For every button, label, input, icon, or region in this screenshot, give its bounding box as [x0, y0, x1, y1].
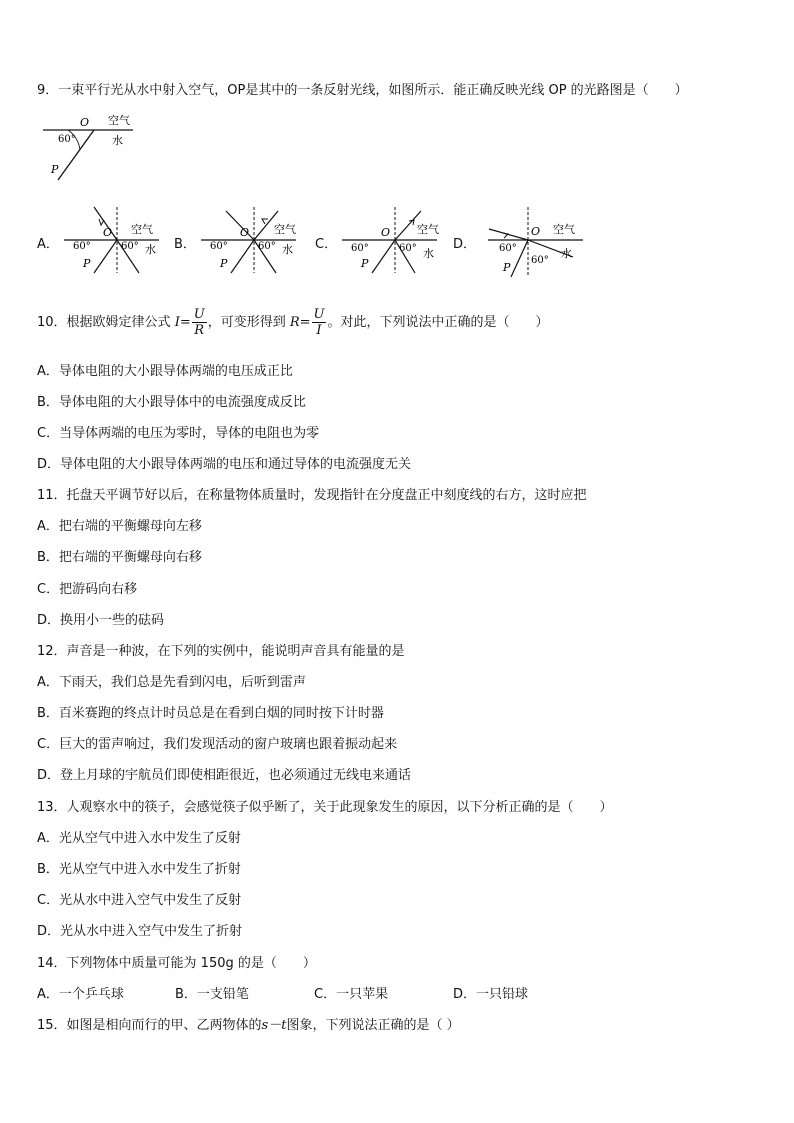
q9-option-c-figure [337, 205, 442, 275]
q10-option-b[interactable]: B．导体电阻的大小跟导体中的电流强度成反比 [37, 395, 306, 410]
q9-option-c-label: C． [315, 237, 338, 252]
q12-option-c[interactable]: C．巨大的雷声响过，我们发现活动的窗户玻璃也跟着振动起来 [37, 737, 398, 752]
q13-option-b[interactable]: B．光从空气中进入水中发生了折射 [37, 862, 241, 877]
q9-option-b[interactable] [174, 205, 304, 275]
svg-text:P: P [220, 257, 228, 270]
svg-text:60°: 60° [73, 241, 91, 252]
q15-text [37, 1017, 460, 1035]
q10-option-d[interactable]: D．导体电阻的大小跟导体两端的电压和通过导体的电流强度无关 [37, 457, 412, 472]
svg-text:60°: 60° [531, 255, 549, 266]
q9-option-a[interactable] [37, 205, 162, 275]
q9-option-c[interactable] [315, 205, 445, 275]
svg-text:空气: 空气 [131, 223, 153, 236]
q10-option-c[interactable]: C．当导体两端的电压为零时，导体的电阻也为零 [37, 426, 320, 441]
q9-option-d-label: D． [453, 237, 477, 252]
q9-option-d-figure [483, 205, 588, 280]
q10-middle: ，可变形得到 [207, 315, 290, 330]
q15-formula: s－t [261, 1018, 287, 1033]
q9-main-figure [38, 110, 138, 185]
q15-prefix: 15．如图是相向而行的甲、乙两物体的 [37, 1018, 262, 1033]
svg-text:O: O [381, 226, 391, 239]
q9-option-b-figure [196, 205, 301, 275]
svg-text:水: 水 [561, 247, 572, 260]
q9-option-d[interactable] [453, 205, 588, 280]
q13-option-c[interactable]: C．光从水中进入空气中发生了反射 [37, 893, 242, 908]
q11-option-a[interactable]: A．把右端的平衡螺母向左移 [37, 519, 202, 534]
q13-text: 13．人观察水中的筷子，会感觉筷子似乎断了，关于此现象发生的原因，以下分析正确的是（ ） [37, 800, 613, 815]
svg-text:60°: 60° [499, 243, 517, 254]
svg-text:水: 水 [282, 243, 293, 256]
q12-text: 12．声音是一种波，在下列的实例中，能说明声音具有能量的是 [37, 644, 405, 659]
q10-text [37, 306, 549, 340]
q10-option-a[interactable]: A．导体电阻的大小跟导体两端的电压成正比 [37, 364, 293, 379]
svg-text:水: 水 [423, 247, 434, 260]
svg-text:P: P [503, 261, 511, 274]
q11-text: 11．托盘天平调节好以后，在称量物体质量时，发现指针在分度盘正中刻度线的右方，这时应把 [37, 488, 587, 503]
q10-formula-1: I= $\frac{U}{R}$ [174, 307, 205, 338]
q11-option-c[interactable]: C．把游码向右移 [37, 582, 138, 597]
q9-fig-water: 水 [112, 134, 123, 147]
svg-text:60°: 60° [399, 243, 417, 254]
q9-fig-p: P [51, 163, 59, 176]
q12-option-b[interactable]: B．百米赛跑的终点计时员总是在看到白烟的同时按下计时器 [37, 706, 384, 721]
svg-text:60°: 60° [351, 243, 369, 254]
svg-text:P: P [361, 257, 369, 270]
svg-text:60°: 60° [258, 241, 276, 252]
q11-option-b[interactable]: B．把右端的平衡螺母向右移 [37, 550, 202, 565]
svg-text:60°: 60° [121, 241, 139, 252]
q12-option-a[interactable]: A．下雨天，我们总是先看到闪电，后听到雷声 [37, 675, 306, 690]
q14-option-a[interactable]: A．一个乒乓球 [37, 987, 124, 1002]
q10-prefix: 10．根据欧姆定律公式 [37, 315, 175, 330]
q11-option-d[interactable]: D．换用小一些的砝码 [37, 613, 165, 628]
q9-fig-angle: 60° [58, 134, 76, 145]
q13-option-a[interactable]: A．光从空气中进入水中发生了反射 [37, 831, 241, 846]
q12-option-d[interactable]: D．登上月球的宇航员们即使相距很近，也必须通过无线电来通话 [37, 768, 412, 783]
svg-text:P: P [83, 257, 91, 270]
q14-options [37, 986, 597, 1004]
q9-fig-o: O [80, 116, 90, 129]
q9-option-a-label: A． [37, 237, 59, 252]
q15-suffix: 图象，下列说法正确的是（ ） [286, 1018, 460, 1033]
svg-text:60°: 60° [210, 241, 228, 252]
q13-option-d[interactable]: D．光从水中进入空气中发生了折射 [37, 924, 243, 939]
svg-text:O: O [531, 225, 541, 238]
q14-option-c[interactable]: C．一只苹果 [314, 987, 389, 1002]
q10-suffix: 。对此，下列说法中正确的是（ ） [327, 315, 549, 330]
svg-text:空气: 空气 [274, 223, 296, 236]
q9-option-b-label: B． [174, 237, 196, 252]
q14-text: 14．下列物体中质量可能为 150g 的是（ ） [37, 956, 316, 971]
svg-text:O: O [103, 226, 113, 239]
q14-option-b[interactable]: B．一支铅笔 [175, 987, 249, 1002]
q14-option-d[interactable]: D．一只铅球 [453, 987, 529, 1002]
svg-text:空气: 空气 [417, 223, 439, 236]
q9-option-a-figure [59, 205, 164, 275]
q9-fig-air: 空气 [108, 114, 130, 127]
q9-text: 9．一束平行光从水中射入空气，OP是其中的一条反射光线，如图所示．能正确反映光线 OP 的光路图是（ ） [37, 83, 688, 98]
q10-formula-2: R= $\frac{U}{I}$ [289, 307, 325, 338]
svg-text:水: 水 [145, 243, 156, 256]
svg-text:空气: 空气 [553, 223, 575, 236]
svg-text:O: O [240, 226, 250, 239]
